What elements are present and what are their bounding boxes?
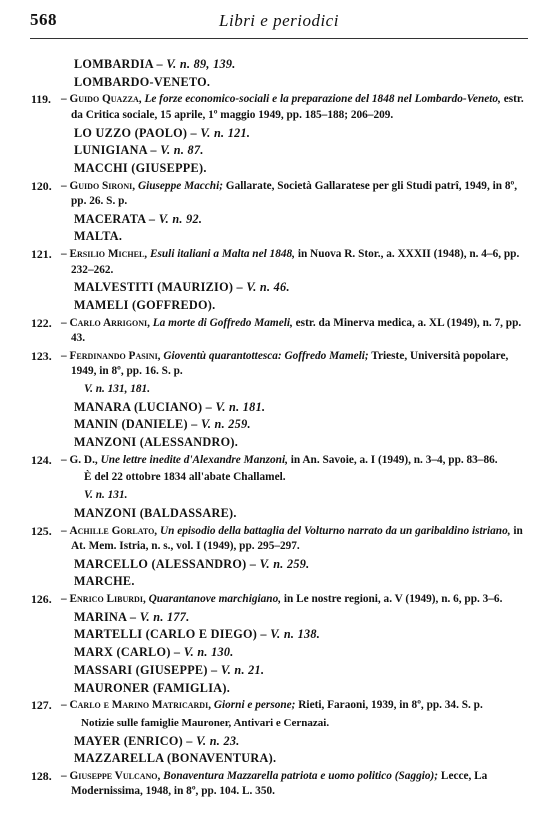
note-text: Notizie sulle famiglie Mauroner, Antivari e Cernazai. — [81, 716, 330, 729]
bibliographic-entry: 125. – Achille Gorlato, Un episodio della battaglia del Volturno narrato da un garibaldino istriano, in At. Mem. Istria, n. s., vol. I (1949), pp. 295–297. — [31, 523, 523, 552]
entry-title: Un episodio della battaglia del Volturno narrato da un garibaldino istriano, — [159, 524, 511, 537]
heading-text: MARCELLO (ALESSANDRO) — [74, 556, 247, 571]
entry-details: Lecce, La Modernissima, 1948, in 8º, pp. 104. L. 350. — [71, 770, 488, 798]
entry-title: Giuseppe Macchi; — [137, 179, 223, 192]
entry-author: Enrico Liburdi, — [69, 593, 146, 606]
entry-details: estr. da Critica sociale, 15 aprile, 1º maggio 1949, pp. 185–188; 206–209. — [71, 93, 524, 121]
heading-text: MANZONI (ALESSANDRO). — [74, 434, 239, 449]
cross-reference: – V. n. 46. — [236, 280, 290, 295]
heading-text: MALVESTITI (MAURIZIO) — [74, 280, 234, 295]
subject-heading — [0, 57, 550, 72]
entry-details: in At. Mem. Istria, n. s., vol. I (1949), pp. 295–297. — [71, 524, 523, 552]
entry-details: in An. Savoie, a. I (1949), n. 3–4, pp. 83–86. — [290, 453, 498, 466]
entry-details: estr. da Minerva medica, a. XL (1949), n. 7, pp. 43. — [71, 316, 522, 345]
header-rule — [30, 38, 528, 39]
cross-reference: V. n. 131, 181. — [84, 382, 151, 395]
heading-text: MALTA. — [74, 229, 123, 244]
subject-heading — [0, 734, 550, 749]
entry-number: 121. — [31, 247, 52, 262]
bibliographic-entry: 128. – Giuseppe Vulcano, Bonaventura Mazzarella patriota e uomo politico (Saggio); Lecce, La Modernissima, 1948, in 8º, pp. 104. L. 350. — [31, 769, 488, 798]
entry-title: Le forze economico-sociali e la preparazione del 1848 nel Lombardo-Veneto, — [144, 93, 501, 106]
bibliographic-entry: 124. – G. D., Une lettre inedite d'Alexandre Manzoni, in An. Savoie, a. I (1949), n. 3–4, pp. 83–86. — [31, 452, 498, 467]
entry-details: in Le nostre regioni, a. V (1949), n. 6, pp. 3–6. — [283, 593, 503, 606]
entry-details: in Nuova R. Stor., a. XXXII (1948), n. 4–6, pp. 232–262. — [71, 248, 520, 276]
heading-text: MAYER (ENRICO) — [74, 733, 184, 748]
entry-number: 119. — [31, 92, 51, 107]
heading-text: LUNIGIANA — [74, 143, 148, 158]
subject-heading — [0, 417, 550, 432]
cross-reference: – V. n. 177. — [129, 609, 190, 624]
cross-reference: – V. n. 130. — [174, 645, 234, 660]
page-number: 568 — [30, 10, 57, 29]
cross-reference: – V. n. 121. — [190, 125, 251, 140]
entry-title: Quarantanove marchigiano, — [148, 593, 282, 606]
bibliographic-entry: 122. – Carlo Arrigoni, La morte di Goffredo Mameli, estr. da Minerva medica, a. XL (1949), n. 7, pp. 43. — [31, 315, 522, 345]
entry-author: G. D., — [69, 453, 98, 466]
cross-reference: – V. n. 21. — [211, 662, 265, 677]
bibliographic-entry: 123. – Ferdinando Pasini, Gioventù quarantottesca: Goffredo Mameli; Trieste, Università popolare, 1949, in 8º, pp. 16. S. p. — [31, 348, 509, 378]
entry-number: 124. — [31, 452, 52, 467]
entry-details: Trieste, Università popolare, 1949, in 8º, pp. 16. S. p. — [71, 349, 509, 378]
entry-note — [0, 488, 550, 503]
entry-number: 122. — [31, 315, 52, 330]
entry-title: Gioventù quarantottesca: Goffredo Mameli; — [163, 349, 369, 362]
entry-title: La morte di Goffredo Mameli, — [152, 316, 293, 329]
entry-details: Gallarate, Società Gallaratese per gli Studi patrî, 1949, in 8º, pp. 26. S. p. — [71, 179, 518, 208]
subject-heading — [0, 663, 550, 678]
subject-heading — [0, 435, 550, 450]
heading-text: MAMELI (GOFFREDO). — [74, 297, 216, 312]
entry-author: Giuseppe Vulcano, — [69, 770, 161, 783]
bibliographic-entry: 126. – Enrico Liburdi, Quarantanove marchigiano, in Le nostre regioni, a. V (1949), n. 6, pp. 3–6. — [31, 592, 503, 607]
cross-reference: – V. n. 89, 139. — [156, 57, 236, 71]
heading-text: LOMBARDO-VENETO. — [74, 74, 211, 89]
subject-heading — [0, 645, 550, 660]
subject-heading — [0, 400, 550, 415]
subject-heading — [0, 126, 550, 141]
subject-heading — [0, 161, 550, 176]
note-text: È del 22 ottobre 1834 all'abate Challamel. — [84, 471, 286, 484]
subject-heading — [0, 610, 550, 625]
heading-text: MANARA (LUCIANO) — [74, 399, 203, 414]
bibliographic-entry: 119. – Guido Quazza, Le forze economico-sociali e la preparazione del 1848 nel Lombardo-Veneto, estr. da Critica sociale, 15 aprile, 1º maggio 1949, pp. 185–188; 206–209. — [31, 92, 524, 121]
cross-reference: – V. n. 92. — [149, 211, 203, 226]
entry-details: Rieti, Faraoni, 1939, in 8º, pp. 34. S. p. — [298, 699, 483, 712]
cross-reference: V. n. 131. — [84, 489, 128, 502]
subject-heading — [0, 574, 550, 589]
heading-text: MANIN (DANIELE) — [74, 417, 188, 432]
entry-author: Carlo Arrigoni, — [69, 316, 150, 329]
entry-note — [0, 716, 550, 731]
heading-text: MARTELLI (CARLO E DIEGO) — [74, 627, 258, 642]
subject-heading — [0, 627, 550, 642]
entry-number: 127. — [31, 698, 52, 713]
cross-reference: – V. n. 138. — [260, 627, 321, 642]
bibliographic-entry: 120. – Guido Sironi, Giuseppe Macchi; Gallarate, Società Gallaratese per gli Studi patrî, 1949, in 8º, pp. 26. S. p. — [31, 178, 518, 208]
cross-reference: – V. n. 259. — [191, 417, 251, 432]
heading-text: LOMBARDIA — [74, 57, 154, 71]
entry-title: Une lettre inedite d'Alexandre Manzoni, — [100, 453, 288, 466]
bibliographic-entry: 127. – Carlo e Marino Matricardi, Giorni e persone; Rieti, Faraoni, 1939, in 8º, pp. 34. S. p. — [31, 698, 483, 713]
entry-author: Ersilio Michel, — [69, 248, 148, 261]
entry-author: Ferdinando Pasini, — [69, 349, 161, 362]
cross-reference: – V. n. 259. — [249, 556, 310, 571]
page-header — [30, 10, 528, 34]
heading-text: MAZZARELLA (BONAVENTURA). — [74, 751, 277, 766]
entry-note — [0, 382, 550, 397]
heading-text: LO UZZO (PAOLO) — [74, 125, 188, 140]
cross-reference: – V. n. 87. — [150, 143, 204, 158]
subject-heading — [0, 212, 550, 227]
subject-heading — [0, 681, 550, 696]
entry-number: 123. — [31, 348, 52, 363]
entry-title: Giorni e persone; — [213, 699, 296, 712]
entry-author: Guido Quazza, — [69, 93, 142, 106]
cross-reference: – V. n. 23. — [186, 733, 240, 748]
subject-heading — [0, 506, 550, 521]
subject-heading — [0, 75, 550, 90]
entry-note — [0, 470, 550, 485]
entry-number: 120. — [31, 178, 52, 193]
heading-text: MAURONER (FAMIGLIA). — [74, 680, 231, 695]
entry-number: 128. — [31, 769, 52, 784]
subject-heading — [0, 751, 550, 766]
running-title: Libri e periodici — [219, 11, 339, 30]
index-entries — [0, 57, 550, 802]
heading-text: MARCHE. — [74, 574, 135, 589]
heading-text: MACERATA — [74, 211, 146, 226]
entry-author: Guido Sironi, — [69, 179, 136, 192]
bibliographic-entry: 121. – Ersilio Michel, Esuli italiani a Malta nel 1848, in Nuova R. Stor., a. XXXII (1948), n. 4–6, pp. 232–262. — [31, 247, 520, 276]
entry-title: Esuli italiani a Malta nel 1848, — [149, 248, 295, 261]
entry-title: Bonaventura Mazzarella patriota e uomo politico (Saggio); — [163, 770, 439, 783]
subject-heading — [0, 229, 550, 244]
cross-reference: – V. n. 181. — [205, 399, 266, 414]
subject-heading — [0, 298, 550, 313]
heading-text: MARINA — [74, 609, 127, 624]
entry-author: Achille Gorlato, — [69, 524, 158, 537]
subject-heading — [0, 280, 550, 295]
entry-number: 126. — [31, 592, 52, 607]
subject-heading — [0, 143, 550, 158]
subject-heading — [0, 557, 550, 572]
entry-number: 125. — [31, 523, 52, 538]
heading-text: MASSARI (GIUSEPPE) — [74, 662, 208, 677]
heading-text: MARX (CARLO) — [74, 645, 171, 660]
heading-text: MACCHI (GIUSEPPE). — [74, 160, 207, 175]
entry-author: Carlo e Marino Matricardi, — [69, 699, 212, 712]
heading-text: MANZONI (BALDASSARE). — [74, 505, 237, 520]
